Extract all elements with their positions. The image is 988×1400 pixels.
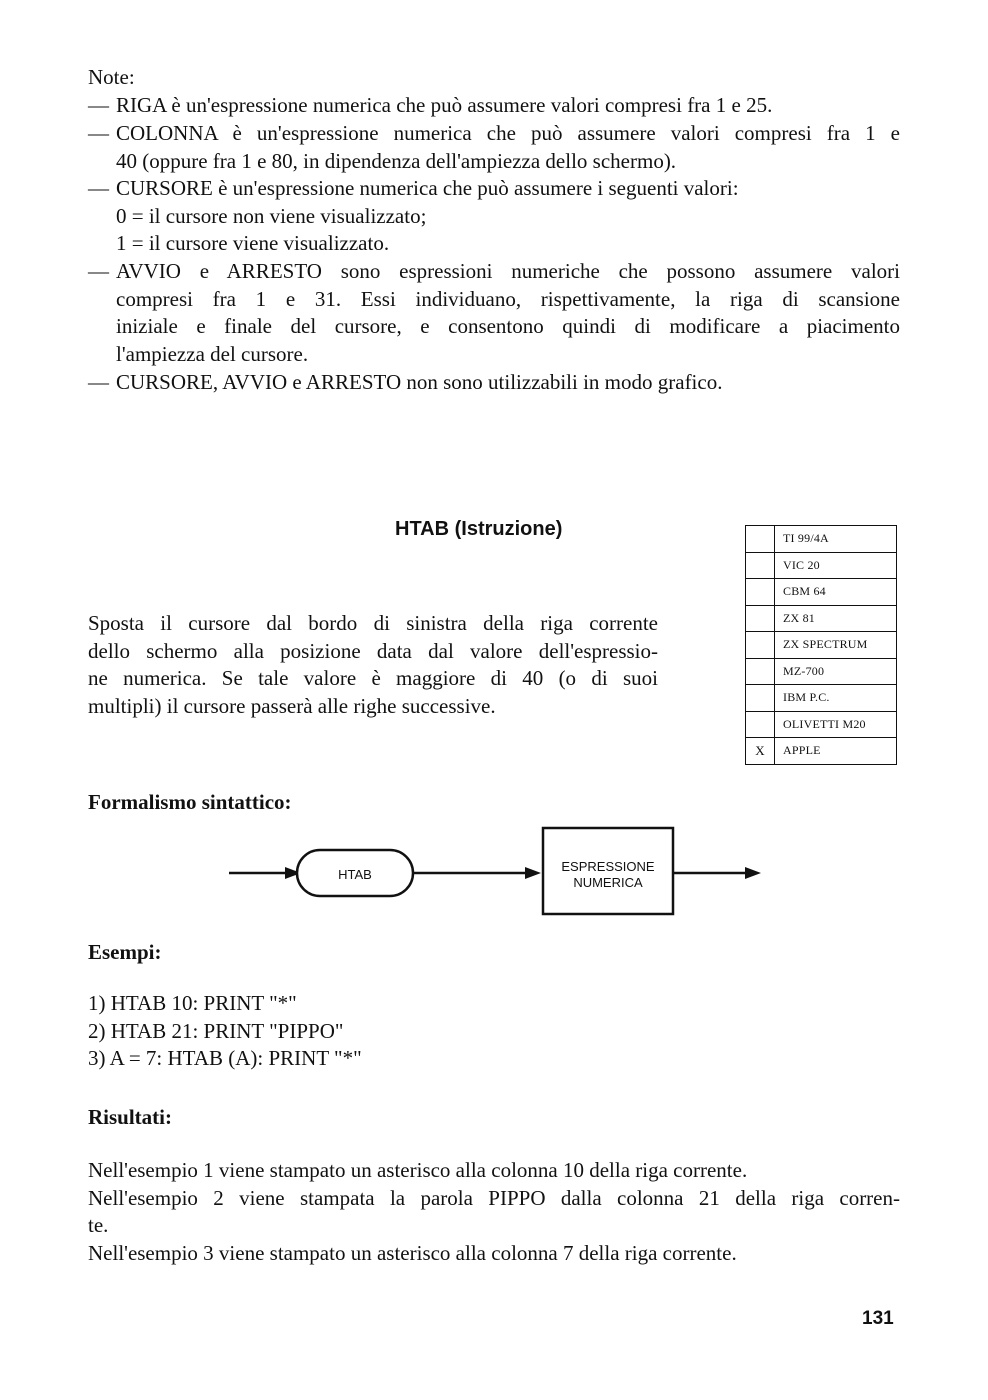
note-line: CURSORE, AVVIO e ARRESTO non sono utilizzabili in modo grafico.	[116, 370, 723, 394]
note-line: iniziale e finale del cursore, e consentono quindi di modificare a piacimento	[116, 314, 900, 338]
compat-system: MZ-700	[775, 658, 897, 685]
result-line: Nell'esempio 1 viene stampato un asterisco alla colonna 10 della riga corrente.	[88, 1158, 748, 1182]
description-paragraph	[88, 610, 658, 720]
table-row	[746, 605, 897, 632]
note-dash: —	[88, 121, 109, 145]
compat-system: VIC 20	[775, 552, 897, 579]
compat-mark	[746, 552, 775, 579]
note-colonna	[88, 120, 900, 175]
compat-mark: X	[746, 738, 775, 765]
description-line: Sposta il cursore dal bordo di sinistra della riga corrente	[88, 611, 658, 635]
table-row	[746, 552, 897, 579]
note-line: 40 (oppure fra 1 e 80, in dipendenza dell'ampiezza dello schermo).	[116, 148, 677, 173]
exit-arrow-icon	[745, 867, 761, 879]
notes-heading: Note:	[88, 65, 135, 89]
examples-heading: Esempi:	[88, 940, 162, 964]
syntax-diagram	[225, 822, 770, 922]
connector-arrow-icon	[525, 867, 541, 879]
note-line: compresi fra 1 e 31. Essi individuano, rispettivamente, la riga di scansione	[116, 286, 900, 311]
section-title: HTAB (Istruzione)	[395, 518, 563, 540]
example-item: 3) A = 7: HTAB (A): PRINT "*"	[88, 1046, 362, 1070]
note-line: COLONNA è un'espressione numerica che può assumere valori compresi fra 1 e	[116, 121, 900, 145]
note-dash: —	[88, 93, 109, 117]
results-heading: Risultati:	[88, 1105, 172, 1129]
result-line: Nell'esempio 2 viene stampata la parola PIPPO dalla colonna 21 della riga corren-	[88, 1185, 900, 1210]
expression-text-line2: NUMERICA	[573, 875, 643, 890]
compat-mark	[746, 711, 775, 738]
table-row	[746, 526, 897, 553]
compat-system: ZX SPECTRUM	[775, 632, 897, 659]
syntax-heading: Formalismo sintattico:	[88, 790, 292, 814]
examples-list	[88, 990, 362, 1073]
compat-system: CBM 64	[775, 579, 897, 606]
compat-mark	[746, 685, 775, 712]
compat-mark	[746, 579, 775, 606]
compat-system: OLIVETTI M20	[775, 711, 897, 738]
table-row	[746, 738, 897, 765]
note-line: AVVIO e ARRESTO sono espressioni numeriche che possono assumere valori	[116, 259, 900, 283]
table-row	[746, 658, 897, 685]
compatibility-table	[745, 525, 897, 765]
note-line: CURSORE è un'espressione numerica che può assumere i seguenti valori:	[116, 176, 739, 200]
note-avvio-arresto	[88, 258, 900, 368]
compat-system: APPLE	[775, 738, 897, 765]
table-row	[746, 711, 897, 738]
note-line: RIGA è un'espressione numerica che può assumere valori compresi fra 1 e 25.	[116, 93, 773, 117]
compat-mark	[746, 605, 775, 632]
description-line: multipli) il cursore passerà alle righe successive.	[88, 693, 496, 718]
note-dash: —	[88, 176, 109, 200]
compat-mark	[746, 658, 775, 685]
table-row	[746, 685, 897, 712]
note-cursore	[88, 175, 900, 258]
compat-mark	[746, 632, 775, 659]
table-row	[746, 579, 897, 606]
htab-keyword-text: HTAB	[338, 867, 372, 882]
result-line: te.	[88, 1213, 109, 1237]
result-line: Nell'esempio 3 viene stampato un asterisco alla colonna 7 della riga corrente.	[88, 1240, 737, 1265]
note-modo-grafico	[88, 369, 900, 397]
note-riga	[88, 92, 900, 120]
page-number: 131	[862, 1308, 894, 1329]
results-paragraph	[88, 1157, 900, 1267]
note-dash: —	[88, 259, 109, 283]
note-line: l'ampiezza del cursore.	[116, 341, 309, 366]
description-line: ne numerica. Se tale valore è maggiore di 40 (o di suoi	[88, 666, 658, 690]
note-line: 0 = il cursore non viene visualizzato;	[116, 203, 427, 228]
description-line: dello schermo alla posizione data dal valore dell'espressio-	[88, 638, 658, 663]
compat-mark	[746, 526, 775, 553]
note-line: 1 = il cursore viene visualizzato.	[116, 231, 390, 255]
table-row	[746, 632, 897, 659]
compat-system: TI 99/4A	[775, 526, 897, 553]
example-item: 1) HTAB 10: PRINT "*"	[88, 991, 297, 1015]
compat-system: ZX 81	[775, 605, 897, 632]
note-dash: —	[88, 370, 109, 394]
compat-system: IBM P.C.	[775, 685, 897, 712]
example-item: 2) HTAB 21: PRINT "PIPPO"	[88, 1018, 344, 1043]
expression-text-line1: ESPRESSIONE	[561, 859, 655, 874]
